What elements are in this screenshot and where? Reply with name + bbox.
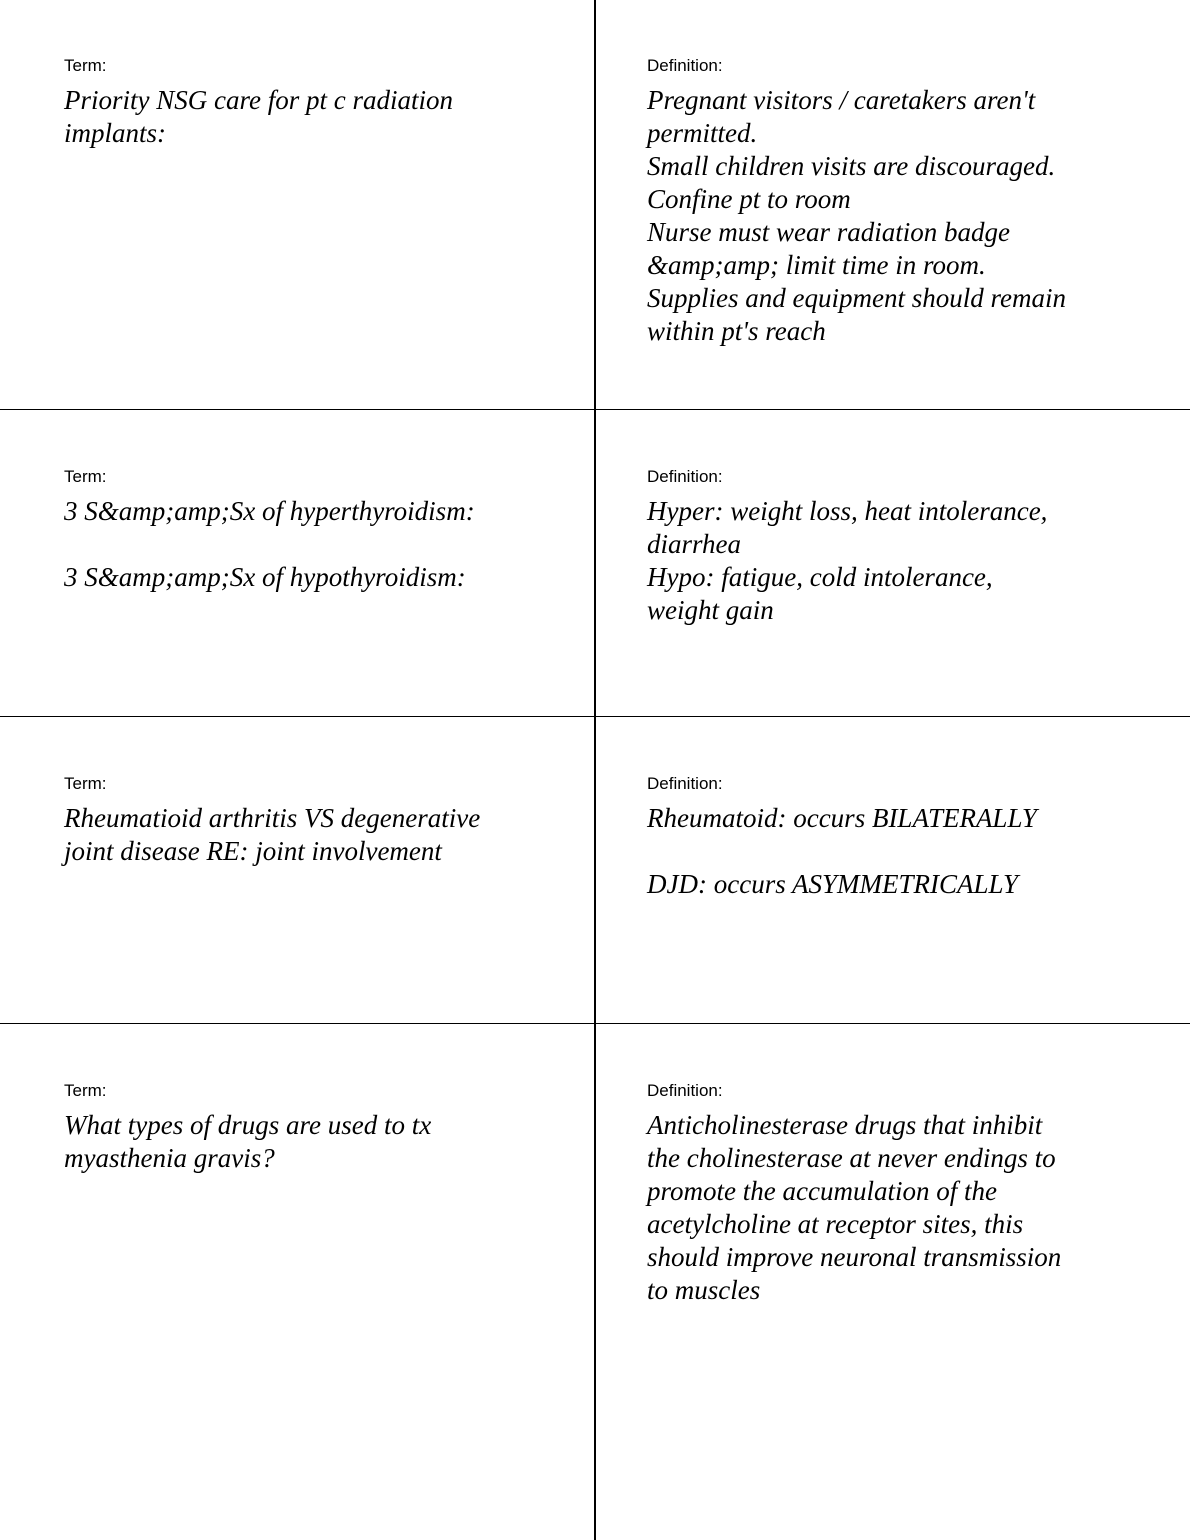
definition-label: Definition: (647, 56, 723, 75)
card-3-definition (647, 774, 1117, 901)
term-line (64, 528, 534, 561)
definition-line (647, 835, 1117, 868)
definition-line: the cholinesterase at never endings to (647, 1143, 1056, 1173)
card-2-definition (647, 467, 1117, 627)
definition-line: acetylcholine at receptor sites, this (647, 1209, 1024, 1239)
definition-line: Hypo: fatigue, cold intolerance, (647, 562, 993, 592)
definition-line: Pregnant visitors / caretakers aren't (647, 85, 1036, 115)
definition-text (647, 1109, 1117, 1307)
term-line: What types of drugs are used to tx (64, 1110, 432, 1140)
card-1-term (64, 56, 534, 150)
card-4-definition (647, 1081, 1117, 1307)
center-divider (594, 0, 596, 1540)
card-2-term (64, 467, 534, 594)
definition-text (647, 802, 1117, 901)
definition-line: Supplies and equipment should remain (647, 283, 1066, 313)
definition-line: promote the accumulation of the (647, 1176, 997, 1206)
card-4-term (64, 1081, 534, 1175)
term-label: Term: (64, 467, 107, 486)
term-line: implants: (64, 118, 167, 148)
term-text (64, 802, 534, 868)
definition-line: Confine pt to room (647, 184, 851, 214)
definition-line: diarrhea (647, 529, 742, 559)
card-1-definition (647, 56, 1117, 348)
term-line: myasthenia gravis? (64, 1143, 275, 1173)
definition-text (647, 495, 1117, 627)
definition-line: permitted. (647, 118, 758, 148)
term-line: 3 S&amp;amp;Sx of hyperthyroidism: (64, 496, 475, 526)
term-line: joint disease RE: joint involvement (64, 836, 442, 866)
term-line: 3 S&amp;amp;Sx of hypothyroidism: (64, 562, 466, 592)
definition-label: Definition: (647, 1081, 723, 1100)
term-label: Term: (64, 56, 107, 75)
definition-line: within pt's reach (647, 316, 826, 346)
definition-line: Hyper: weight loss, heat intolerance, (647, 496, 1048, 526)
row-divider (0, 716, 1190, 717)
definition-line: &amp;amp; limit time in room. (647, 250, 986, 280)
definition-line: DJD: occurs ASYMMETRICALLY (647, 869, 1018, 899)
definition-label: Definition: (647, 774, 723, 793)
card-3-term (64, 774, 534, 868)
definition-line: Rheumatoid: occurs BILATERALLY (647, 803, 1037, 833)
term-text (64, 84, 534, 150)
definition-text (647, 84, 1117, 348)
term-line: Rheumatioid arthritis VS degenerative (64, 803, 481, 833)
definition-line: should improve neuronal transmission (647, 1242, 1062, 1272)
row-divider (0, 1023, 1190, 1024)
term-text (64, 495, 534, 594)
term-label: Term: (64, 1081, 107, 1100)
term-label: Term: (64, 774, 107, 793)
definition-line: Small children visits are discouraged. (647, 151, 1056, 181)
term-text (64, 1109, 534, 1175)
row-divider (0, 409, 1190, 410)
definition-label: Definition: (647, 467, 723, 486)
definition-line: weight gain (647, 595, 774, 625)
definition-line: Anticholinesterase drugs that inhibit (647, 1110, 1043, 1140)
definition-line: Nurse must wear radiation badge (647, 217, 1011, 247)
definition-line: to muscles (647, 1275, 761, 1305)
term-line: Priority NSG care for pt c radiation (64, 85, 453, 115)
